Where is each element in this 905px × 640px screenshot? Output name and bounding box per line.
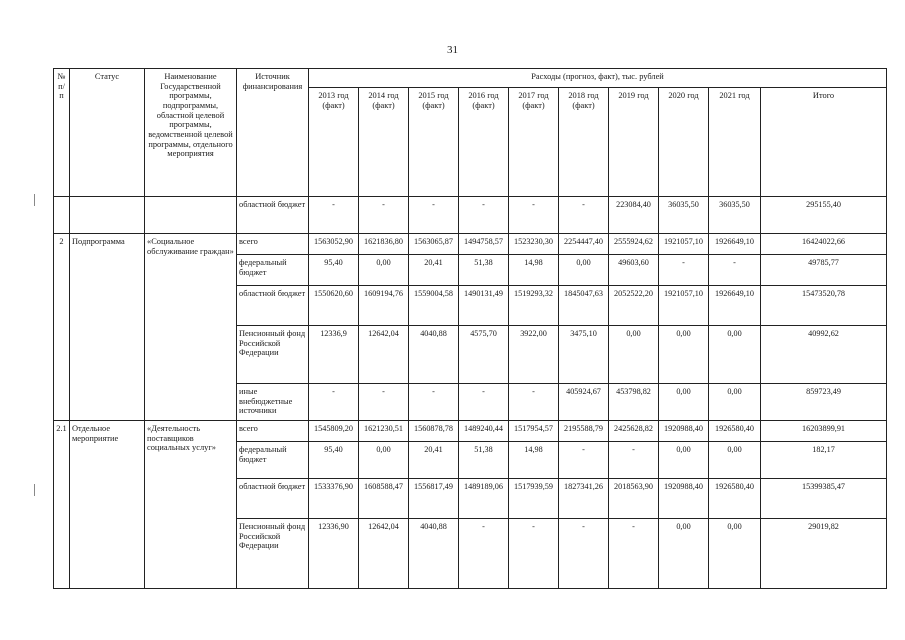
- value-cell: 1926649,10: [709, 234, 761, 255]
- value-cell: -: [309, 197, 359, 234]
- value-cell: 1609194,76: [359, 286, 409, 326]
- total-cell: 16203899,91: [761, 421, 887, 442]
- total-cell: 40992,62: [761, 326, 887, 384]
- value-cell: -: [459, 197, 509, 234]
- header-num: № п/п: [54, 69, 70, 197]
- source-cell: областной бюджет: [237, 479, 309, 519]
- header-year: 2017 год (факт): [509, 88, 559, 197]
- value-cell: 1921057,10: [659, 286, 709, 326]
- total-cell: 15473520,78: [761, 286, 887, 326]
- value-cell: 1523230,30: [509, 234, 559, 255]
- value-cell: 0,00: [609, 326, 659, 384]
- budget-table: [53, 68, 887, 589]
- header-total: Итого: [761, 88, 887, 197]
- value-cell: 0,00: [709, 384, 761, 421]
- value-cell: 12336,9: [309, 326, 359, 384]
- value-cell: 1556817,49: [409, 479, 459, 519]
- value-cell: 4040,88: [409, 519, 459, 589]
- value-cell: 1926580,40: [709, 479, 761, 519]
- value-cell: 2254447,40: [559, 234, 609, 255]
- value-cell: -: [309, 384, 359, 421]
- value-cell: -: [659, 255, 709, 286]
- source-cell: иные внебюджетные источники: [237, 384, 309, 421]
- value-cell: 95,40: [309, 255, 359, 286]
- value-cell: 14,98: [509, 442, 559, 479]
- row-num-cell: 2: [54, 234, 70, 421]
- value-cell: 12336,90: [309, 519, 359, 589]
- value-cell: 1519293,32: [509, 286, 559, 326]
- value-cell: 4040,88: [409, 326, 459, 384]
- value-cell: -: [559, 197, 609, 234]
- value-cell: 223084,40: [609, 197, 659, 234]
- value-cell: 1621836,80: [359, 234, 409, 255]
- value-cell: 1845047,63: [559, 286, 609, 326]
- value-cell: 2195588,79: [559, 421, 609, 442]
- header-name: Наименование Государственной программы, подпрограммы, областной целевой программы, ведомственной целевой программы, отдельного мероприятия: [145, 69, 237, 197]
- value-cell: 20,41: [409, 255, 459, 286]
- value-cell: -: [359, 197, 409, 234]
- source-cell: федеральный бюджет: [237, 442, 309, 479]
- value-cell: 0,00: [659, 326, 709, 384]
- value-cell: 4575,70: [459, 326, 509, 384]
- row-status-cell: Подпрограмма: [70, 234, 145, 421]
- value-cell: 14,98: [509, 255, 559, 286]
- row-num-cell: 2.1: [54, 421, 70, 589]
- value-cell: 1560878,78: [409, 421, 459, 442]
- value-cell: 1550620,60: [309, 286, 359, 326]
- value-cell: -: [609, 442, 659, 479]
- value-cell: -: [509, 384, 559, 421]
- value-cell: -: [409, 197, 459, 234]
- source-cell: всего: [237, 421, 309, 442]
- source-cell: Пенсионный фонд Российской Федерации: [237, 326, 309, 384]
- row-name-cell: [145, 197, 237, 234]
- value-cell: 1827341,26: [559, 479, 609, 519]
- value-cell: 36035,50: [659, 197, 709, 234]
- value-cell: 1489240,44: [459, 421, 509, 442]
- header-year: 2016 год (факт): [459, 88, 509, 197]
- source-cell: Пенсионный фонд Российской Федерации: [237, 519, 309, 589]
- value-cell: -: [409, 384, 459, 421]
- row-num-cell: [54, 197, 70, 234]
- value-cell: -: [509, 519, 559, 589]
- value-cell: 2018563,90: [609, 479, 659, 519]
- header-expenses: Расходы (прогноз, факт), тыс. рублей: [309, 69, 887, 88]
- value-cell: 1489189,06: [459, 479, 509, 519]
- value-cell: 51,38: [459, 255, 509, 286]
- header-year: 2018 год (факт): [559, 88, 609, 197]
- margin-mark-upper: [34, 194, 35, 206]
- value-cell: 12642,04: [359, 326, 409, 384]
- value-cell: 0,00: [709, 326, 761, 384]
- total-cell: 16424022,66: [761, 234, 887, 255]
- value-cell: 0,00: [709, 519, 761, 589]
- value-cell: 1920988,40: [659, 479, 709, 519]
- value-cell: 1517939,59: [509, 479, 559, 519]
- value-cell: 2555924,62: [609, 234, 659, 255]
- value-cell: -: [359, 384, 409, 421]
- value-cell: 95,40: [309, 442, 359, 479]
- value-cell: 0,00: [359, 442, 409, 479]
- header-year: 2021 год: [709, 88, 761, 197]
- source-cell: всего: [237, 234, 309, 255]
- value-cell: 1545809,20: [309, 421, 359, 442]
- total-cell: 49785,77: [761, 255, 887, 286]
- value-cell: 453798,82: [609, 384, 659, 421]
- row-status-cell: Отдельное мероприятие: [70, 421, 145, 589]
- value-cell: 405924,67: [559, 384, 609, 421]
- value-cell: 0,00: [659, 442, 709, 479]
- value-cell: -: [509, 197, 559, 234]
- value-cell: 0,00: [359, 255, 409, 286]
- value-cell: 1926580,40: [709, 421, 761, 442]
- row-status-cell: [70, 197, 145, 234]
- header-year: 2020 год: [659, 88, 709, 197]
- header-source: Источник финансирования: [237, 69, 309, 197]
- value-cell: 1490131,49: [459, 286, 509, 326]
- value-cell: -: [559, 519, 609, 589]
- value-cell: 36035,50: [709, 197, 761, 234]
- value-cell: -: [459, 384, 509, 421]
- total-cell: 859723,49: [761, 384, 887, 421]
- source-cell: областной бюджет: [237, 197, 309, 234]
- value-cell: 0,00: [659, 519, 709, 589]
- margin-mark-lower: [34, 484, 35, 496]
- value-cell: 1517954,57: [509, 421, 559, 442]
- table-row: [54, 234, 887, 255]
- value-cell: 2052522,20: [609, 286, 659, 326]
- value-cell: 1608588,47: [359, 479, 409, 519]
- value-cell: 51,38: [459, 442, 509, 479]
- total-cell: 15399385,47: [761, 479, 887, 519]
- value-cell: 0,00: [559, 255, 609, 286]
- value-cell: 1559004,58: [409, 286, 459, 326]
- page-number: 31: [447, 44, 458, 56]
- value-cell: 12642,04: [359, 519, 409, 589]
- value-cell: 0,00: [659, 384, 709, 421]
- value-cell: -: [459, 519, 509, 589]
- value-cell: 3922,00: [509, 326, 559, 384]
- header-year: 2014 год (факт): [359, 88, 409, 197]
- value-cell: 1926649,10: [709, 286, 761, 326]
- value-cell: 1621230,51: [359, 421, 409, 442]
- row-name-cell: «Деятельность поставщиков социальных услуг»: [145, 421, 237, 589]
- value-cell: 1920988,40: [659, 421, 709, 442]
- value-cell: 3475,10: [559, 326, 609, 384]
- total-cell: 29019,82: [761, 519, 887, 589]
- row-name-cell: «Социальное обслуживание граждан»: [145, 234, 237, 421]
- value-cell: 20,41: [409, 442, 459, 479]
- header-year: 2013 год (факт): [309, 88, 359, 197]
- value-cell: 1563065,87: [409, 234, 459, 255]
- header-year: 2019 год: [609, 88, 659, 197]
- source-cell: федеральный бюджет: [237, 255, 309, 286]
- header-year: 2015 год (факт): [409, 88, 459, 197]
- table-row: [54, 197, 887, 234]
- total-cell: 182,17: [761, 442, 887, 479]
- value-cell: 49603,60: [609, 255, 659, 286]
- header-status: Статус: [70, 69, 145, 197]
- value-cell: 1921057,10: [659, 234, 709, 255]
- value-cell: -: [609, 519, 659, 589]
- value-cell: -: [559, 442, 609, 479]
- value-cell: -: [709, 255, 761, 286]
- total-cell: 295155,40: [761, 197, 887, 234]
- value-cell: 0,00: [709, 442, 761, 479]
- table-row: [54, 421, 887, 442]
- source-cell: областной бюджет: [237, 286, 309, 326]
- value-cell: 1533376,90: [309, 479, 359, 519]
- value-cell: 1494758,57: [459, 234, 509, 255]
- value-cell: 2425628,82: [609, 421, 659, 442]
- value-cell: 1563052,90: [309, 234, 359, 255]
